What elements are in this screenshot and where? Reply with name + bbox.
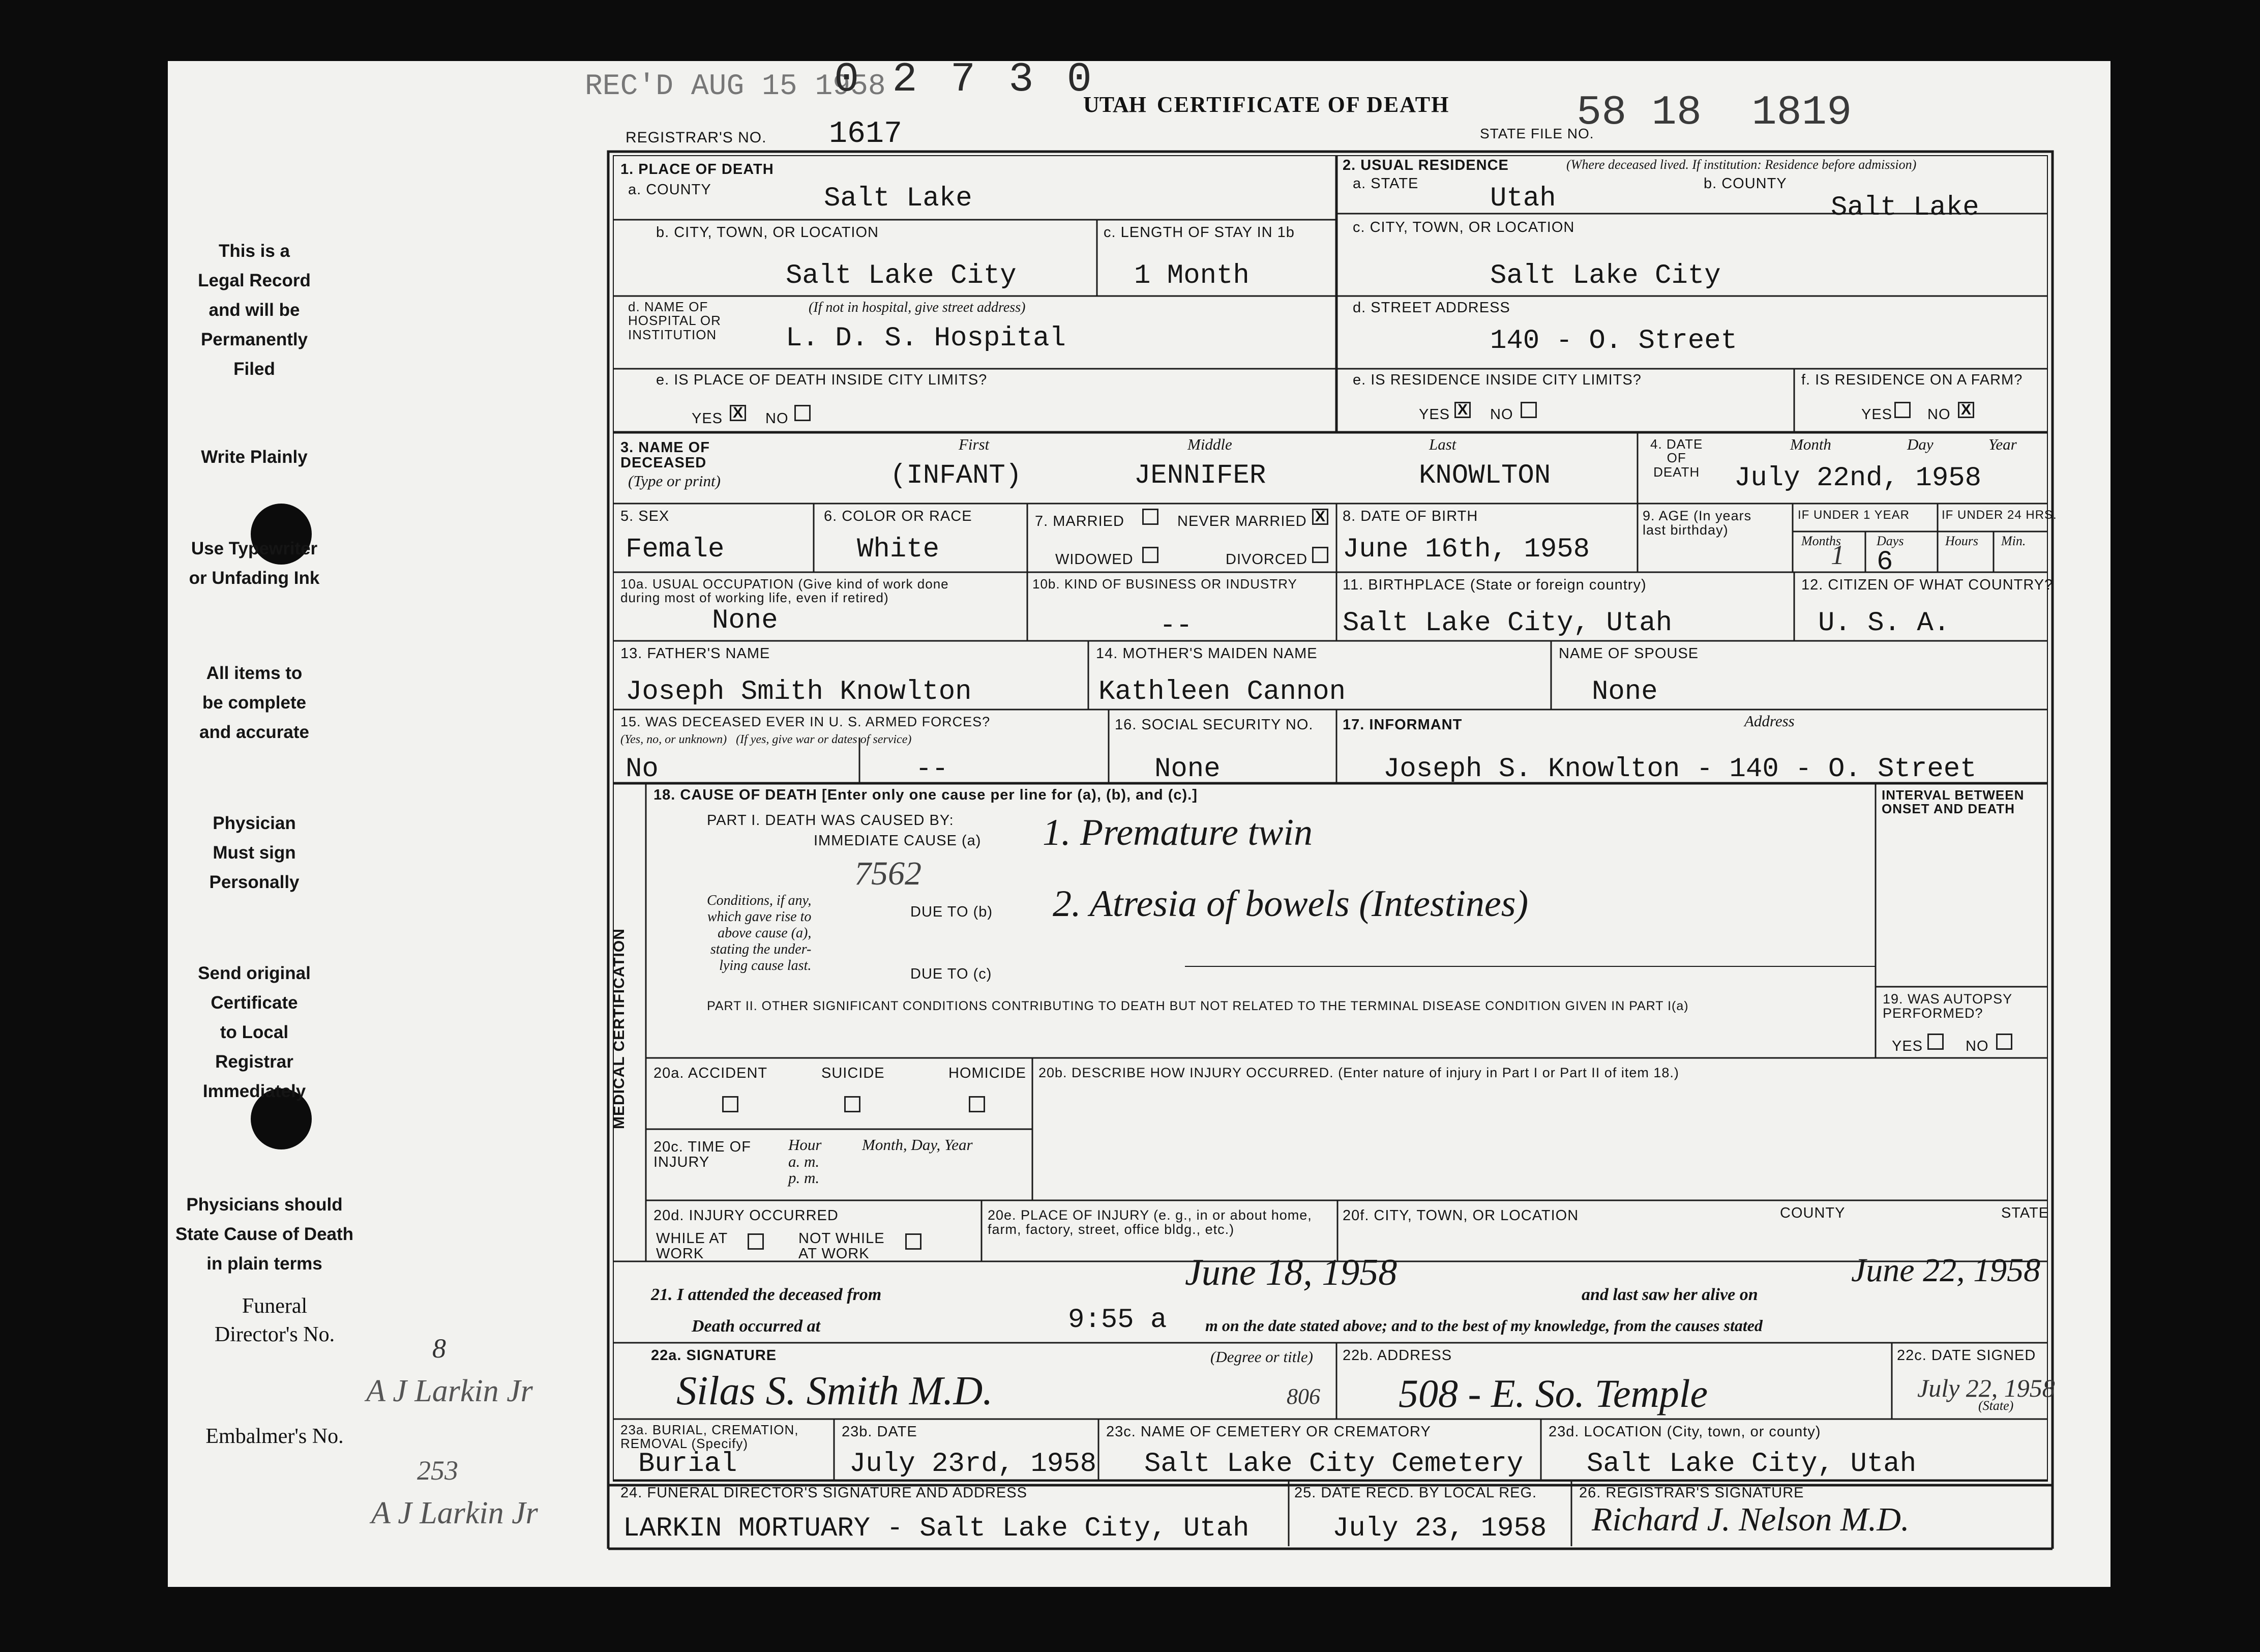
suicide-checkbox[interactable] (844, 1096, 860, 1112)
business-value: -- (1159, 610, 1193, 641)
reg-sig-label: 26. REGISTRAR'S SIGNATURE (1579, 1485, 1804, 1501)
spouse-label: NAME OF SPOUSE (1559, 645, 1699, 662)
fd-sig-label: 24. FUNERAL DIRECTOR'S SIGNATURE AND ADDRESS (620, 1485, 1027, 1501)
armed-sub: (Yes, no, or unknown) (If yes, give war or dates of service) (620, 733, 912, 746)
note-write-plainly: Write Plainly (201, 447, 308, 467)
county-label: a. COUNTY (628, 182, 711, 198)
date-recd-label: 25. DATE RECD. BY LOCAL REG. (1294, 1485, 1537, 1501)
autopsy-yes-checkbox[interactable] (1927, 1034, 1944, 1050)
attended-from-value: June 18, 1958 (1185, 1252, 1397, 1293)
injury-state-label: STATE (2001, 1205, 2049, 1221)
medical-certification-label: MEDICAL CERTIFICATION (611, 928, 628, 1129)
ssn-label: 16. SOCIAL SECURITY NO. (1115, 717, 1314, 733)
never-married-label: NEVER MARRIED (1177, 513, 1307, 529)
informant-value: Joseph S. Knowlton - 140 - O. Street (1383, 754, 1977, 785)
citizen-value: U. S. A. (1818, 608, 1950, 639)
residence-county: Salt Lake (1831, 192, 1979, 223)
res-inside-yes-label: YES (1419, 406, 1450, 423)
widowed-label: WIDOWED (1055, 551, 1134, 568)
months-label: Months (1801, 534, 1841, 548)
ssn-value: None (1154, 754, 1221, 785)
name-label: 3. NAME OF DECEASED (620, 439, 710, 471)
note-complete: All items to be complete and accurate (199, 663, 309, 742)
suicide-label: SUICIDE (821, 1065, 885, 1081)
due-b-label: DUE TO (b) (910, 904, 993, 920)
hospital-value: L. D. S. Hospital (786, 323, 1066, 354)
business-label: 10b. KIND OF BUSINESS OR INDUSTRY (1032, 576, 1297, 592)
date-signed-value: July 22, 1958 (1917, 1374, 2055, 1402)
middle-label: Middle (1187, 435, 1232, 453)
age-label: 9. AGE (In years last birthday) (1643, 508, 1752, 538)
not-work-label: NOT WHILE AT WORK (798, 1230, 885, 1262)
hour-label: Hour a. m. p. m. (788, 1136, 822, 1187)
autopsy-yes-label: YES (1892, 1038, 1923, 1054)
note-legal-record: This is a Legal Record and will be Permanently Filed (198, 241, 311, 379)
stamp-number: 0 2 7 3 0 (834, 56, 1096, 103)
autopsy-label: 19. WAS AUTOPSY PERFORMED? (1883, 991, 2013, 1021)
conditions-label: Conditions, if any, which gave rise to above cause (a), stating the under- lying cause last. (707, 893, 812, 973)
due-c-label: DUE TO (c) (910, 966, 992, 982)
cemetery-value: Salt Lake City Cemetery (1144, 1449, 1524, 1480)
last-saw-label: and last saw her alive on (1582, 1285, 1758, 1304)
part1-label: PART I. DEATH WAS CAUSED BY: (707, 812, 954, 829)
res-inside-no-label: NO (1490, 406, 1513, 423)
state-tag: (State) (1978, 1398, 2014, 1413)
spouse-value: None (1592, 676, 1658, 707)
accident-label: 20a. ACCIDENT (653, 1065, 768, 1081)
injury-occurred-label: 20d. INJURY OCCURRED (653, 1207, 839, 1224)
embalmer-no: 253 (417, 1455, 458, 1486)
name-note: (Type or print) (628, 472, 721, 490)
usual-residence-label (1343, 158, 1509, 173)
informant-label (1343, 717, 1462, 732)
married-checkbox[interactable] (1142, 509, 1158, 525)
time-value: 9:55 a (1068, 1305, 1167, 1336)
registrar-signature: Richard J. Nelson M.D. (1592, 1501, 1910, 1538)
cause-label: 18. CAUSE OF DEATH [Enter only one cause per line for (a), (b), and (c).] (653, 787, 1198, 803)
citizen-label: 12. CITIZEN OF WHAT COUNTRY? (1801, 577, 2054, 593)
received-stamp: REC'D AUG 15 1958 (585, 70, 886, 103)
stay-label: c. LENGTH OF STAY IN 1b (1104, 224, 1295, 241)
birthplace-label: 11. BIRTHPLACE (State or foreign country) (1343, 577, 1647, 593)
race-label: 6. COLOR OR RACE (824, 508, 972, 524)
occupation-value: None (712, 605, 778, 636)
injury-how-label: 20b. DESCRIBE HOW INJURY OCCURRED. (Enter nature of injury in Part I or Part II of item 18.) (1038, 1065, 1679, 1080)
cause-b-value: 2. Atresia of bowels (Intestines) (1053, 883, 1529, 925)
inside-yes-label: YES (692, 410, 723, 427)
homicide-checkbox[interactable] (969, 1096, 985, 1112)
cemetery-label: 23c. NAME OF CEMETERY OR CREMATORY (1106, 1424, 1431, 1440)
certificate-page (168, 56, 2110, 1587)
never-married-checkbox[interactable]: X (1312, 509, 1328, 525)
city-value: Salt Lake City (786, 260, 1017, 291)
burial-date-label: 23b. DATE (842, 1424, 917, 1440)
residence-state: Utah (1490, 183, 1556, 214)
stay-value: 1 Month (1134, 260, 1250, 291)
injury-county-label: COUNTY (1780, 1205, 1846, 1221)
armed-label: 15. WAS DECEASED EVER IN U. S. ARMED FORCES? (620, 714, 991, 729)
usual-residence-heading: 2. USUAL RESIDENCE (1343, 157, 1509, 173)
middle-name-value: JENNIFER (1134, 460, 1266, 491)
farm-no-label: NO (1927, 406, 1951, 423)
while-work-checkbox[interactable] (748, 1233, 764, 1250)
date-of-death-value: July 22nd, 1958 (1734, 463, 1982, 494)
under-24-label: IF UNDER 24 HRS. (1942, 508, 2057, 522)
birthplace-value: Salt Lake City, Utah (1343, 608, 1673, 639)
homicide-label: HOMICIDE (948, 1065, 1026, 1081)
date-signed-label: 22c. DATE SIGNED (1897, 1347, 2036, 1364)
inside-no-label: NO (765, 410, 789, 427)
last-name-value: KNOWLTON (1419, 460, 1551, 491)
first-name-value: (INFANT) (890, 460, 1022, 491)
birth-label: 8. DATE OF BIRTH (1343, 508, 1478, 524)
divorced-checkbox[interactable] (1312, 547, 1328, 563)
city-injury-label: 20f. CITY, TOWN, OR LOCATION (1343, 1207, 1579, 1224)
not-work-checkbox[interactable] (905, 1233, 921, 1250)
signature-label: 22a. SIGNATURE (651, 1347, 777, 1364)
res-county-label: b. COUNTY (1704, 175, 1787, 192)
farm-yes-checkbox[interactable] (1894, 402, 1911, 418)
embalmer-label: Embalmer's No. (205, 1425, 344, 1448)
place-of-death-heading: 1. PLACE OF DEATH (620, 161, 774, 178)
state-file-no: 58 18 1819 (1577, 89, 1852, 136)
married-label: 7. MARRIED (1035, 513, 1124, 529)
occurred-at-label: Death occurred at (692, 1317, 821, 1336)
note-physician-sign: Physician Must sign Personally (209, 813, 300, 892)
physician-signature: Silas S. Smith M.D. (676, 1369, 993, 1413)
days-label: Days (1877, 534, 1904, 548)
mother-label: 14. MOTHER'S MAIDEN NAME (1096, 645, 1318, 662)
title-text: CERTIFICATE OF DEATH (1156, 92, 1450, 117)
city-label: b. CITY, TOWN, OR LOCATION (656, 224, 879, 241)
state-label: a. STATE (1353, 175, 1419, 192)
street-label: d. STREET ADDRESS (1353, 300, 1510, 316)
occupation-label: 10a. USUAL OCCUPATION (Give kind of work done during most of working life, even if retired) (620, 576, 949, 606)
signature-code: 806 (1287, 1384, 1320, 1409)
hours-label: Hours (1945, 534, 1979, 548)
funeral-director-no: 8 (432, 1333, 446, 1364)
age-months-value: 1 (1831, 540, 1845, 570)
sex-label: 5. SEX (620, 508, 670, 524)
inside-limits-no-checkbox[interactable] (794, 405, 811, 421)
armed-war-value: -- (915, 754, 948, 785)
place-of-death-label (620, 162, 774, 177)
birth-value: June 16th, 1958 (1343, 534, 1590, 565)
farm-no-checkbox[interactable]: X (1958, 402, 1974, 418)
date-recd-value: July 23, 1958 (1332, 1513, 1547, 1544)
informant-heading: 17. INFORMANT (1343, 717, 1463, 733)
last-label: Last (1429, 435, 1456, 453)
divorced-label: DIVORCED (1226, 551, 1308, 568)
min-label: Min. (2001, 534, 2026, 548)
immediate-label: IMMEDIATE CAUSE (a) (814, 833, 982, 849)
funeral-director-signature: A J Larkin Jr (366, 1374, 533, 1408)
age-days-value: 6 (1877, 547, 1893, 578)
county-value: Salt Lake (824, 183, 972, 214)
inside-limits-label: e. IS PLACE OF DEATH INSIDE CITY LIMITS? (656, 372, 988, 388)
registrar-no: 1617 (829, 117, 903, 152)
funeral-director-value: LARKIN MORTUARY - Salt Lake City, Utah (623, 1513, 1250, 1544)
res-inside-yes-checkbox[interactable]: X (1454, 402, 1471, 418)
sex-value: Female (626, 534, 725, 565)
hospital-label: d. NAME OF HOSPITAL OR INSTITUTION (628, 299, 721, 342)
funeral-director-label: Funeral Director's No. (214, 1294, 335, 1346)
note-typewriter: Use Typewriter or Unfading Ink (189, 539, 320, 588)
date-of-death-label: 4. DATE OF DEATH (1650, 436, 1703, 480)
burial-label: 23a. BURIAL, CREMATION, REMOVAL (Specify) (620, 1422, 799, 1452)
res-city-label: c. CITY, TOWN, OR LOCATION (1353, 219, 1575, 235)
place-injury-label: 20e. PLACE OF INJURY (e. g., in or about home, farm, factory, street, office bldg., etc.) (988, 1207, 1312, 1237)
location-label: 23d. LOCATION (City, town, or county) (1549, 1424, 1821, 1440)
attended-label: 21. I attended the deceased from (651, 1285, 882, 1304)
under-1-label: IF UNDER 1 YEAR (1798, 508, 1910, 522)
sig-address-value: 508 - E. So. Temple (1399, 1371, 1708, 1415)
registrar-no-label: REGISTRAR'S NO. (626, 129, 767, 146)
part2-label: PART II. OTHER SIGNIFICANT CONDITIONS CONTRIBUTING TO DEATH BUT NOT RELATED TO THE TERMINAL DISEASE CONDITION GIVEN IN PART I(a) (707, 999, 1689, 1013)
street-value: 140 - O. Street (1490, 326, 1738, 357)
father-label: 13. FATHER'S NAME (620, 645, 770, 662)
inside-limits-yes-checkbox[interactable]: X (730, 405, 746, 421)
degree-label: (Degree or title) (1210, 1348, 1313, 1366)
hospital-note: (If not in hospital, give street address) (809, 300, 1026, 315)
cause-a-value: 1. Premature twin (1043, 812, 1313, 853)
first-label: First (959, 435, 990, 453)
residence-city: Salt Lake City (1490, 260, 1721, 291)
occurred-tail-label: m on the date stated above; and to the best of my knowledge, from the causes stated (1205, 1316, 1763, 1335)
state-file-label: STATE FILE NO. (1480, 126, 1594, 141)
title-state: UTAH (1083, 92, 1146, 117)
burial-date-value: July 23rd, 1958 (849, 1449, 1097, 1480)
mdy-label: Month, Day, Year (862, 1136, 973, 1154)
accident-checkbox[interactable] (722, 1096, 738, 1112)
farm-label: f. IS RESIDENCE ON A FARM? (1801, 372, 2023, 388)
farm-yes-label: YES (1861, 406, 1893, 423)
address-label: Address (1744, 712, 1795, 730)
father-value: Joseph Smith Knowlton (626, 676, 972, 707)
burial-value: Burial (638, 1449, 737, 1480)
while-work-label: WHILE AT WORK (656, 1230, 728, 1262)
race-value: White (857, 534, 940, 565)
widowed-checkbox[interactable] (1142, 547, 1158, 563)
note-send-original: Send original Certificate to Local Registrar Immediately (198, 963, 311, 1101)
note-cause-plain-terms: Physicians should State Cause of Death in plain terms (175, 1195, 354, 1274)
res-inside-no-checkbox[interactable] (1521, 402, 1537, 418)
interval-label: INTERVAL BETWEEN ONSET AND DEATH (1882, 787, 2025, 817)
sig-address-label: 22b. ADDRESS (1343, 1347, 1452, 1364)
year-label: Year (1988, 435, 2017, 453)
day-label: Day (1907, 435, 1934, 453)
cause-code: 7562 (854, 855, 921, 892)
month-label: Month (1790, 435, 1831, 453)
autopsy-no-label: NO (1966, 1038, 1989, 1054)
last-seen-value: June 22, 1958 (1851, 1252, 2041, 1289)
autopsy-no-checkbox[interactable] (1996, 1034, 2012, 1050)
armed-value: No (626, 754, 659, 785)
residence-note: (Where deceased lived. If institution: Residence before admission) (1566, 157, 1917, 172)
time-injury-label: 20c. TIME OF INJURY (653, 1139, 751, 1171)
location-value: Salt Lake City, Utah (1587, 1449, 1917, 1480)
res-inside-label: e. IS RESIDENCE INSIDE CITY LIMITS? (1353, 372, 1642, 388)
mother-value: Kathleen Cannon (1098, 676, 1346, 707)
embalmer-signature: A J Larkin Jr (371, 1496, 538, 1530)
